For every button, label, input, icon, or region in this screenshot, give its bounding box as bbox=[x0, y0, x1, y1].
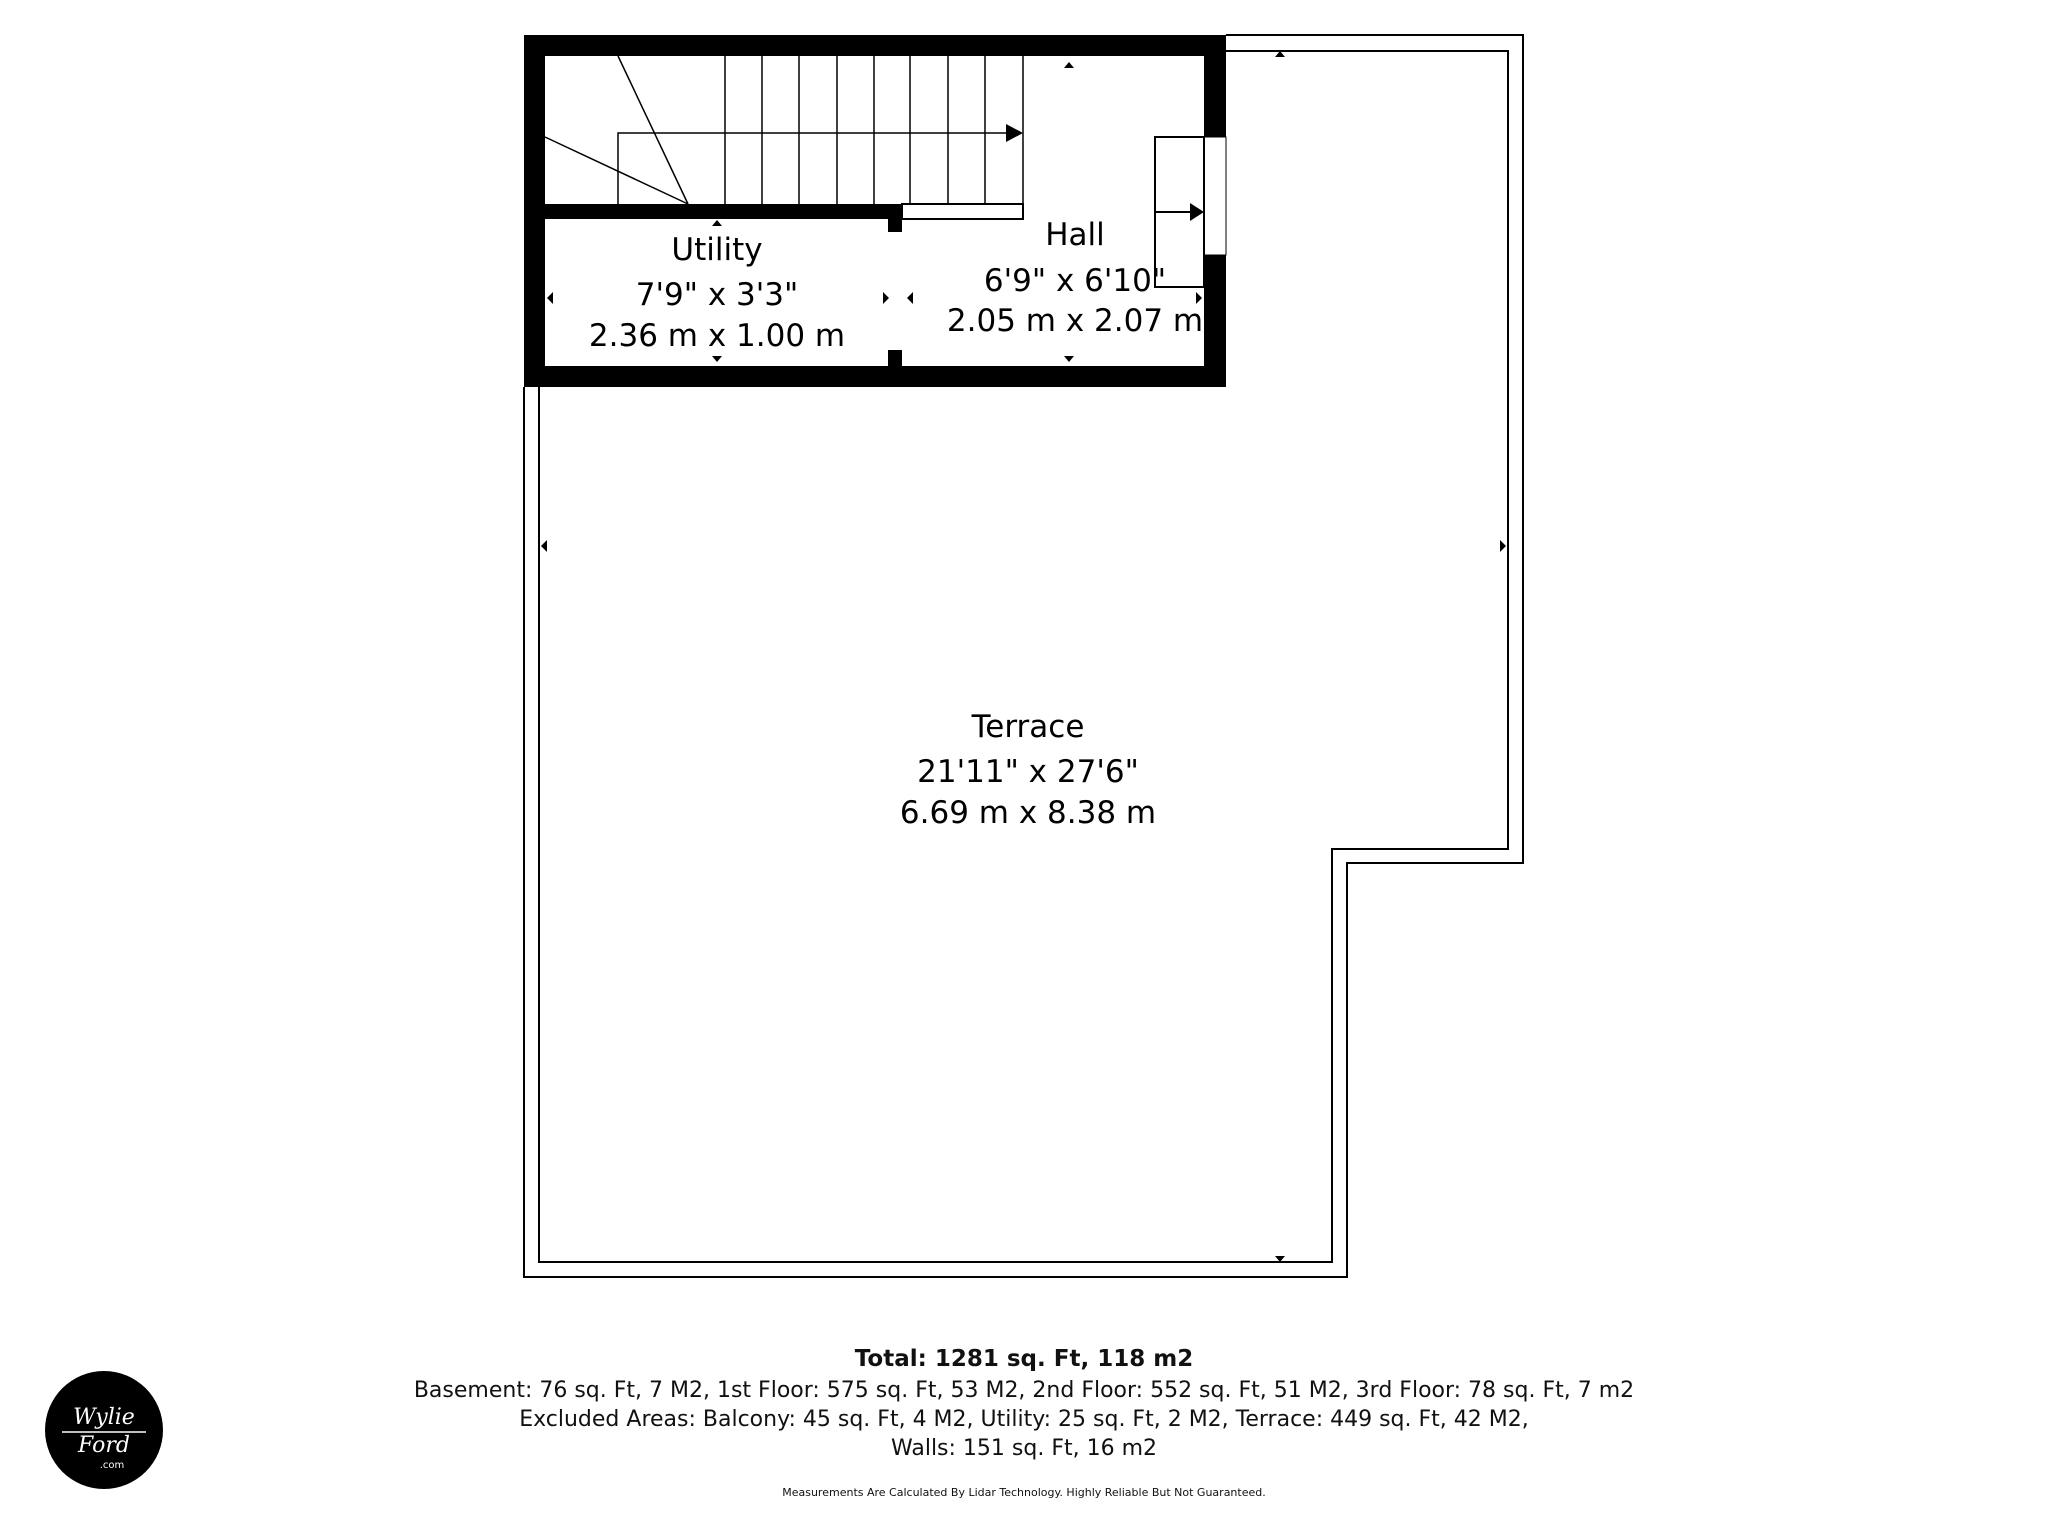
svg-text:Wylie: Wylie bbox=[73, 1405, 135, 1430]
room-imperial-size: 6'9" x 6'10" bbox=[983, 263, 1167, 299]
total-area: Total: 1281 sq. Ft, 118 m2 bbox=[854, 1346, 1194, 1372]
room-metric-size: 2.36 m x 1.00 m bbox=[588, 318, 846, 354]
room-metric-size: 6.69 m x 8.38 m bbox=[899, 795, 1157, 831]
room-name: Terrace bbox=[971, 709, 1085, 745]
room-imperial-size: 21'11" x 27'6" bbox=[917, 754, 1139, 790]
room-metric-size: 2.05 m x 2.07 m bbox=[946, 303, 1204, 339]
svg-text:Ford: Ford bbox=[78, 1433, 130, 1458]
svg-text:.com: .com bbox=[99, 1460, 125, 1471]
room-name: Utility bbox=[671, 232, 763, 268]
room-terrace bbox=[900, 709, 1156, 831]
stair-landing bbox=[902, 204, 1023, 219]
room-name: Hall bbox=[1045, 217, 1105, 253]
middle-wall bbox=[545, 204, 902, 219]
door-opening bbox=[1204, 137, 1226, 255]
floor-areas: Basement: 76 sq. Ft, 7 M2, 1st Floor: 575 sq. Ft, 53 M2, 2nd Floor: 552 sq. Ft, 51 M2, 3rd Floor: 78 sq. Ft, 7 m2 bbox=[413, 1378, 1635, 1403]
disclaimer: Measurements Are Calculated By Lidar Technology. Highly Reliable But Not Guaranteed. bbox=[782, 1486, 1266, 1499]
walls-area: Walls: 151 sq. Ft, 16 m2 bbox=[891, 1436, 1157, 1461]
excluded-areas: Excluded Areas: Balcony: 45 sq. Ft, 4 M2, Utility: 25 sq. Ft, 2 M2, Terrace: 449 sq. Ft, 42 M2, bbox=[519, 1407, 1529, 1432]
room-imperial-size: 7'9" x 3'3" bbox=[635, 277, 799, 313]
